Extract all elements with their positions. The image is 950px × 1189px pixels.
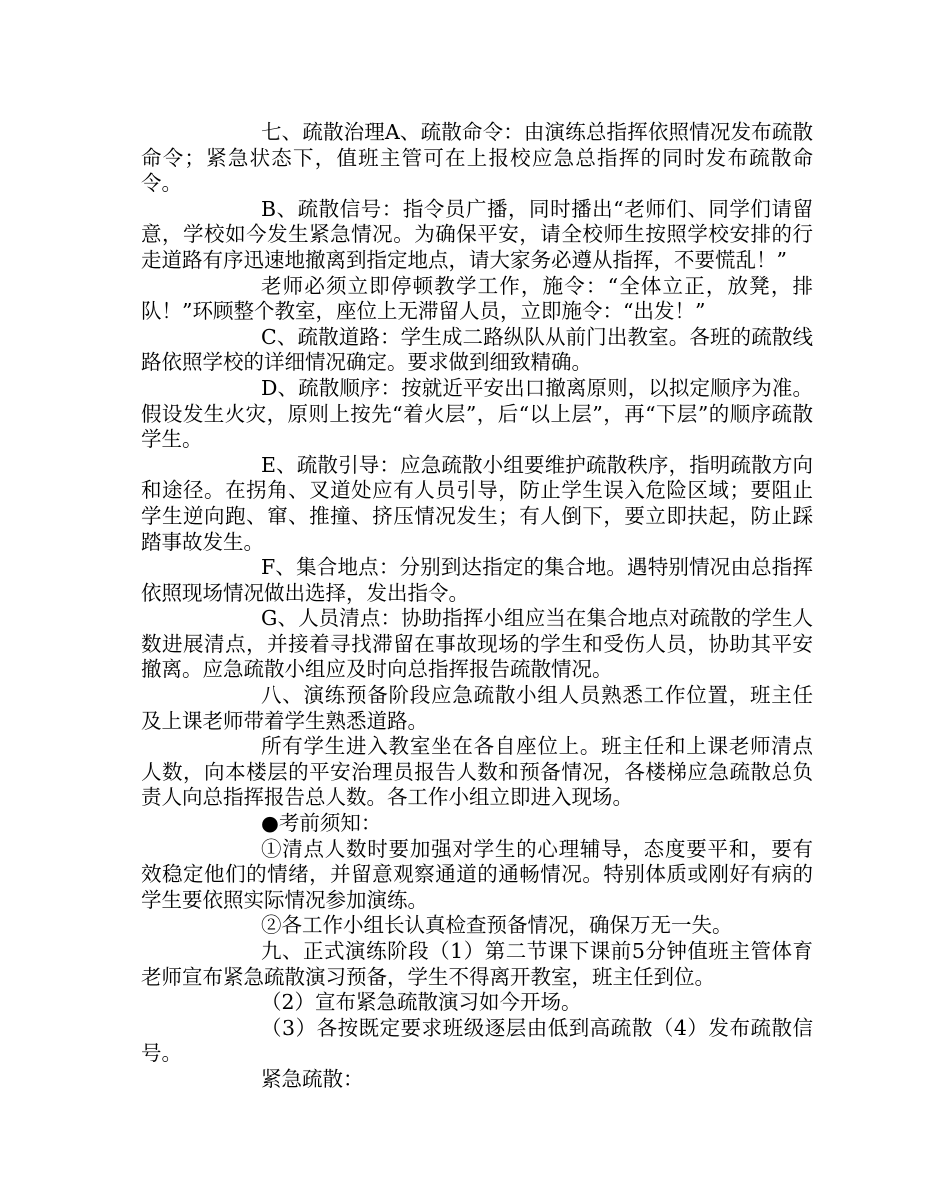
paragraph-drill-order: （3）各按既定要求班级逐层由低到高疏散（4）发布疏散信号。 [141, 1015, 813, 1066]
paragraph-drill-start: （2）宣布紧急疏散演习如今开场。 [261, 990, 582, 1015]
paragraph-evacuation-guidance: E、疏散引导：应急疏散小组要维护疏散秩序，指明疏散方向和途径。在拐角、叉道处应有人员引导，防止学生误入危险区域；要阻止学生逆向跑、窜、推撞、挤压情况发生；有人倒下，要立即扶起，防止踩踏事故发生。 [141, 452, 813, 554]
paragraph-students-seated: 所有学生进入教室坐在各自座位上。班主任和上课老师清点人数，向本楼层的平安治理员报告人数和预备情况，各楼梯应急疏散总负责人向总指挥报告总人数。各工作小组立即进入现场。 [141, 734, 813, 810]
paragraph-evacuation-route: C、疏散道路：学生成二路纵队从前门出教室。各班的疏散线路依照学校的详细情况确定。要求做到细致精确。 [141, 324, 813, 375]
document-body [141, 120, 813, 1093]
paragraph-formal-drill: 九、正式演练阶段（1）第二节课下课前5分钟值班主管体育老师宣布紧急疏散演习预备，学生不得离开教室，班主任到位。 [141, 939, 813, 989]
paragraph-assembly-point: F、集合地点：分别到达指定的集合地。遇特别情况由总指挥依照现场情况做出选择，发出指令。 [141, 555, 813, 605]
paragraph-evacuation-signal: B、疏散信号：指令员广播，同时播出“老师们、同学们请留意，学校如今发生紧急情况。为确保平安，请全校师生按照学校安排的行走道路有序迅速地撤离到指定地点，请大家务必遵从指挥，不要慌乱！” [141, 196, 813, 272]
paragraph-note-1: ①清点人数时要加强对学生的心理辅导，态度要平和，要有效稳定他们的情绪，并留意观察通道的通畅情况。特别体质或刚好有病的学生要依照实际情况参加演练。 [141, 836, 813, 912]
paragraph-notes-heading: ●考前须知： [261, 811, 382, 836]
paragraph-emergency-evacuation: 紧急疏散： [261, 1066, 364, 1091]
paragraph-note-2: ②各工作小组长认真检查预备情况，确保万无一失。 [261, 913, 733, 938]
paragraph-teacher-commands: 老师必须立即停顿教学工作，施令：“全体立正，放凳，排队！”环顾整个教室，座位上无滞留人员，立即施令：“出发！” [141, 273, 813, 324]
paragraph-preparation-stage: 八、演练预备阶段应急疏散小组人员熟悉工作位置，班主任及上课老师带着学生熟悉道路。 [141, 683, 813, 733]
paragraph-headcount: G、人员清点：协助指挥小组应当在集合地点对疏散的学生人数进展清点，并接着寻找滞留在事故现场的学生和受伤人员，协助其平安撤离。应急疏散小组应及时向总指挥报告疏散情况。 [141, 606, 813, 682]
paragraph-evacuation-command: 七、疏散治理A、疏散命令：由演练总指挥依照情况发布疏散命令；紧急状态下，值班主管可在上报校应急总指挥的同时发布疏散命令。 [141, 120, 813, 196]
paragraph-evacuation-order: D、疏散顺序：按就近平安出口撤离原则，以拟定顺序为准。假设发生火灾，原则上按先“着火层”，后“以上层”，再“下层”的顺序疏散学生。 [141, 375, 813, 452]
